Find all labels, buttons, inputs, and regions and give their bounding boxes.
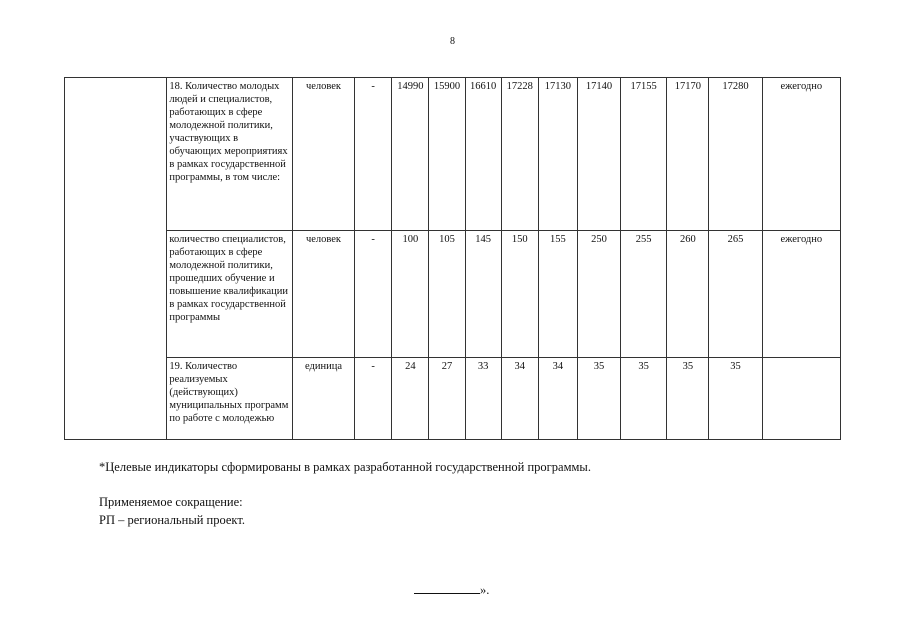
indicator-unit: единица <box>292 358 354 440</box>
indicator-base: - <box>355 78 392 231</box>
closing-mark-block <box>414 581 489 598</box>
indicator-name: 19. Количество реализуемых (действующих) муниципальных программ по работе с молодежью <box>167 358 292 440</box>
indicator-value: 105 <box>429 231 465 358</box>
abbreviations-title: Применяемое сокращение: <box>99 495 243 509</box>
indicator-value: 27 <box>429 358 465 440</box>
indicator-unit: человек <box>292 78 354 231</box>
abbreviation-item: РП – региональный проект. <box>99 513 245 527</box>
indicator-value: 265 <box>709 231 762 358</box>
table-row <box>65 78 841 231</box>
indicator-value: 150 <box>501 231 538 358</box>
indicator-value: 17155 <box>621 78 667 231</box>
indicator-value: 17130 <box>538 78 577 231</box>
indicator-value: 34 <box>501 358 538 440</box>
indicator-value: 24 <box>392 358 429 440</box>
indicator-value: 35 <box>577 358 620 440</box>
indicator-value: 15900 <box>429 78 465 231</box>
indicator-value: 35 <box>621 358 667 440</box>
indicator-period: ежегодно <box>762 78 840 231</box>
signature-line <box>414 581 480 594</box>
indicator-period: ежегодно <box>762 231 840 358</box>
indicator-value: 17140 <box>577 78 620 231</box>
indicator-value: 17170 <box>667 78 709 231</box>
indicator-unit: человек <box>292 231 354 358</box>
indicator-value: 14990 <box>392 78 429 231</box>
table-row <box>65 358 841 440</box>
table-row <box>65 231 841 358</box>
indicator-value: 16610 <box>465 78 501 231</box>
indicator-value: 35 <box>667 358 709 440</box>
indicator-value: 250 <box>577 231 620 358</box>
indicator-value: 34 <box>538 358 577 440</box>
indicator-value: 35 <box>709 358 762 440</box>
indicator-value: 17228 <box>501 78 538 231</box>
indicator-value: 255 <box>621 231 667 358</box>
indicator-value: 145 <box>465 231 501 358</box>
indicator-name: 18. Количество молодых людей и специалистов, работающих в сфере молодежной политики, участвующих в обучающих мероприятиях в рамках государственной программы, в том числе: <box>167 78 292 231</box>
closing-mark: ». <box>480 583 490 597</box>
group-cell <box>65 78 167 440</box>
footnote: *Целевые индикаторы сформированы в рамках разработанной государственной программы. <box>99 460 591 474</box>
indicators-table <box>64 77 841 440</box>
indicator-base: - <box>355 358 392 440</box>
indicator-value: 260 <box>667 231 709 358</box>
indicator-value: 100 <box>392 231 429 358</box>
indicator-base: - <box>355 231 392 358</box>
page-number: 8 <box>450 36 455 47</box>
indicator-value: 155 <box>538 231 577 358</box>
indicator-name: количество специалистов, работающих в сфере молодежной политики, прошедших обучение и повышение квалификации в рамках государственной программы <box>167 231 292 358</box>
indicator-period <box>762 358 840 440</box>
indicator-value: 17280 <box>709 78 762 231</box>
indicator-value: 33 <box>465 358 501 440</box>
